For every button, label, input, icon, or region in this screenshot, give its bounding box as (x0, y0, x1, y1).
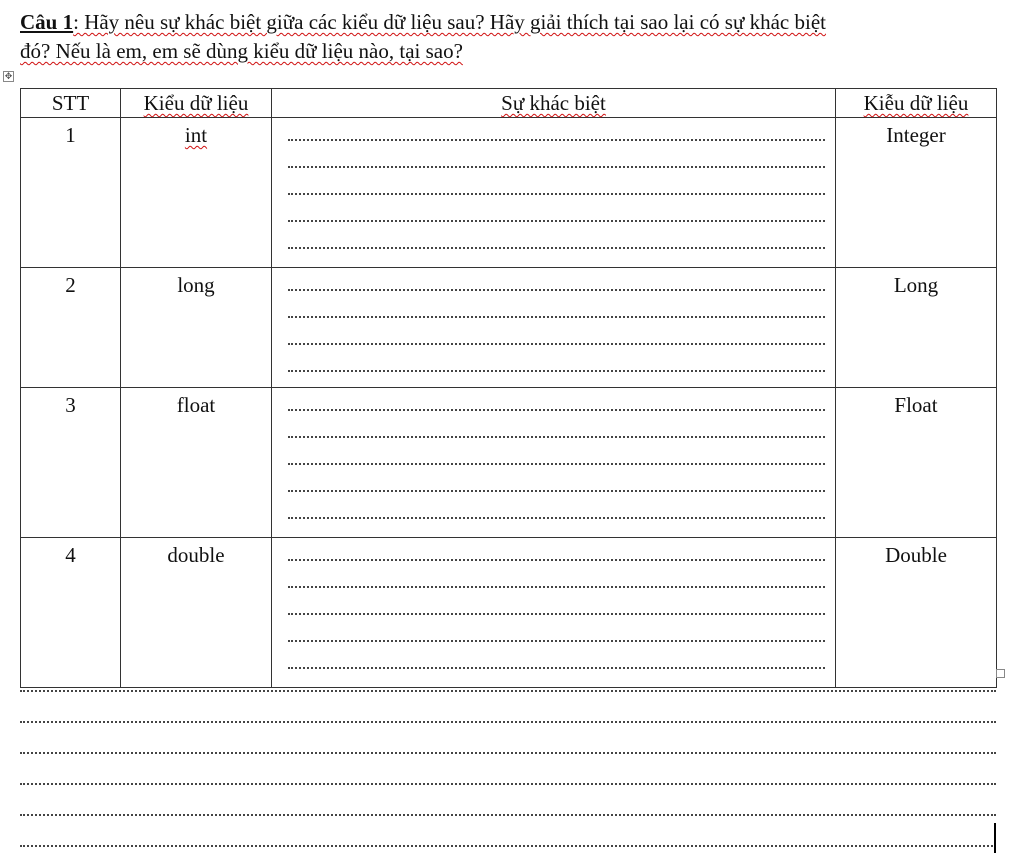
question-line-1 (20, 8, 1010, 37)
header-difference: Sự khác biệt (272, 89, 836, 118)
row-answer-area[interactable] (272, 388, 836, 538)
row-type: double (121, 538, 272, 688)
table-resize-handle-icon[interactable] (996, 669, 1005, 678)
row-wrapper-type: Double (836, 538, 997, 688)
row-answer-area[interactable] (272, 118, 836, 268)
question-line-1-text: : Hãy nêu sự khác biệt giữa các kiểu dữ liệu sau? Hãy giải thích tại sao lại có sự khác biệt (73, 10, 826, 34)
answer-line[interactable] (20, 665, 996, 696)
row-type: long (121, 268, 272, 388)
header-stt: STT (21, 89, 121, 118)
answer-line[interactable] (20, 820, 996, 851)
row-wrapper-type: Float (836, 388, 997, 538)
table-header-row (21, 89, 997, 118)
answer-line[interactable] (20, 696, 996, 727)
answer-line[interactable] (20, 727, 996, 758)
row-wrapper-type: Integer (836, 118, 997, 268)
data-types-table (20, 88, 997, 688)
row-type: float (121, 388, 272, 538)
table-row (21, 118, 997, 268)
row-wrapper-type: Long (836, 268, 997, 388)
question-line-2-text: đó? Nếu là em, em sẽ dùng kiểu dữ liệu nào, tại sao? (20, 39, 463, 63)
row-type: int (121, 118, 272, 268)
answer-line[interactable] (20, 758, 996, 789)
row-number: 2 (21, 268, 121, 388)
question-text (20, 8, 1010, 66)
text-cursor (994, 823, 996, 853)
row-number: 1 (21, 118, 121, 268)
row-answer-area[interactable] (272, 268, 836, 388)
row-number: 4 (21, 538, 121, 688)
question-line-2 (20, 37, 1010, 66)
row-number: 3 (21, 388, 121, 538)
table-row (21, 388, 997, 538)
header-data-type: Kiểu dữ liệu (121, 89, 272, 118)
table-move-handle-icon[interactable]: ✥ (4, 72, 13, 82)
answer-line[interactable] (20, 789, 996, 820)
question-number: Câu 1 (20, 10, 74, 34)
header-wrapper-type: Kiễu dữ liệu (836, 89, 997, 118)
answer-lines[interactable] (20, 665, 996, 851)
table-row (21, 268, 997, 388)
